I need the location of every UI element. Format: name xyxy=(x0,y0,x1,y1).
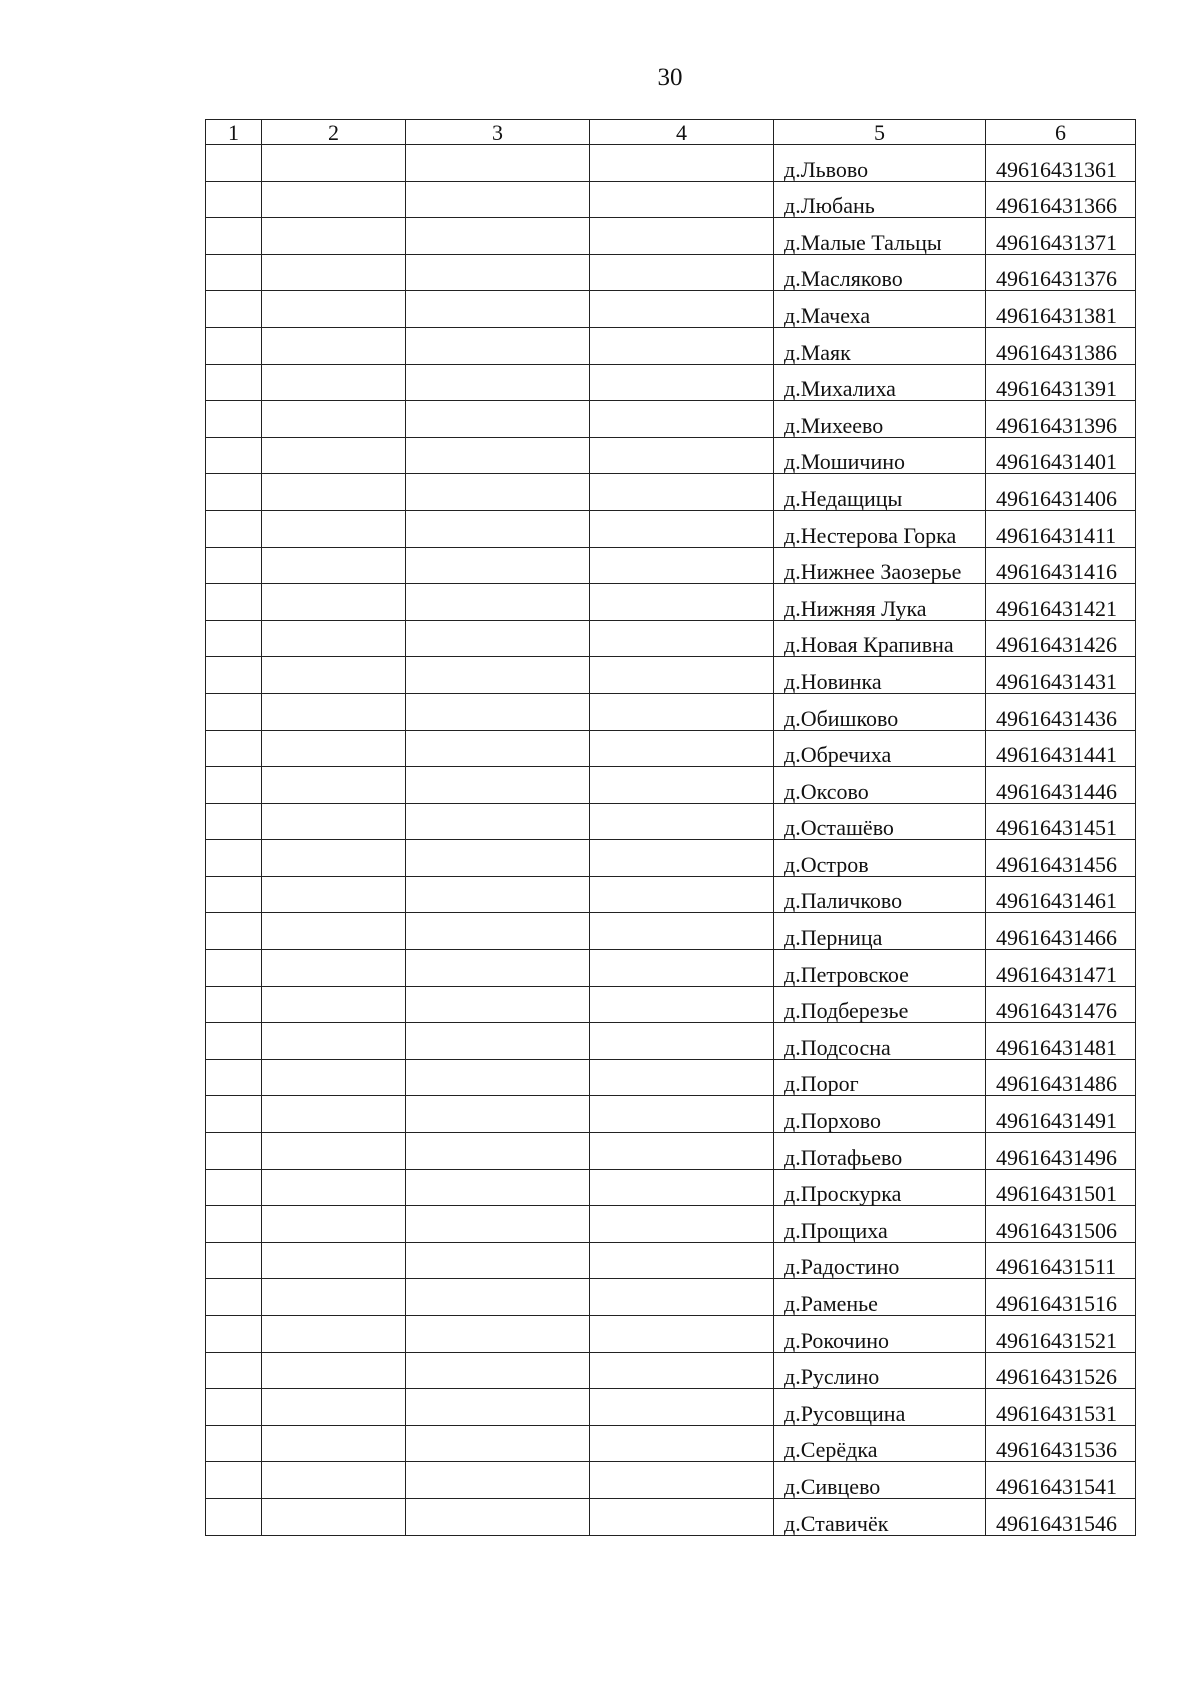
empty-cell-col-1 xyxy=(206,291,262,328)
empty-cell-col-2 xyxy=(262,1242,406,1279)
settlement-name-cell: д.Новая Крапивна xyxy=(774,620,986,657)
table-row xyxy=(206,1059,1136,1096)
table-row xyxy=(206,1133,1136,1170)
empty-cell-col-1 xyxy=(206,1352,262,1389)
table-row xyxy=(206,1169,1136,1206)
empty-cell-col-2 xyxy=(262,291,406,328)
empty-cell-col-4 xyxy=(590,145,774,182)
oktmo-code-cell: 49616431461 xyxy=(986,876,1136,913)
empty-cell-col-1 xyxy=(206,876,262,913)
settlement-name-cell: д.Мачеха xyxy=(774,291,986,328)
empty-cell-col-1 xyxy=(206,657,262,694)
empty-cell-col-4 xyxy=(590,584,774,621)
empty-cell-col-2 xyxy=(262,1352,406,1389)
oktmo-code-cell: 49616431361 xyxy=(986,145,1136,182)
empty-cell-col-3 xyxy=(406,401,590,438)
oktmo-code-cell: 49616431496 xyxy=(986,1133,1136,1170)
empty-cell-col-4 xyxy=(590,474,774,511)
table-row xyxy=(206,218,1136,255)
empty-cell-col-4 xyxy=(590,913,774,950)
settlement-name-cell: д.Оксово xyxy=(774,767,986,804)
empty-cell-col-1 xyxy=(206,767,262,804)
table-row xyxy=(206,1206,1136,1243)
empty-cell-col-1 xyxy=(206,1059,262,1096)
empty-cell-col-3 xyxy=(406,291,590,328)
table-row xyxy=(206,803,1136,840)
empty-cell-col-2 xyxy=(262,218,406,255)
empty-cell-col-4 xyxy=(590,693,774,730)
empty-cell-col-3 xyxy=(406,254,590,291)
table-body xyxy=(206,120,1136,1536)
empty-cell-col-3 xyxy=(406,840,590,877)
table-row xyxy=(206,1023,1136,1060)
empty-cell-col-4 xyxy=(590,950,774,987)
settlement-name-cell: д.Обишково xyxy=(774,693,986,730)
empty-cell-col-1 xyxy=(206,1023,262,1060)
empty-cell-col-4 xyxy=(590,840,774,877)
empty-cell-col-1 xyxy=(206,510,262,547)
settlement-name-cell: д.Новинка xyxy=(774,657,986,694)
empty-cell-col-1 xyxy=(206,1169,262,1206)
empty-cell-col-1 xyxy=(206,1462,262,1499)
empty-cell-col-2 xyxy=(262,181,406,218)
empty-cell-col-2 xyxy=(262,767,406,804)
empty-cell-col-2 xyxy=(262,547,406,584)
empty-cell-col-3 xyxy=(406,657,590,694)
settlement-name-cell: д.Радостино xyxy=(774,1242,986,1279)
settlement-name-cell: д.Прощиха xyxy=(774,1206,986,1243)
empty-cell-col-2 xyxy=(262,401,406,438)
header-col-5: 5 xyxy=(774,120,986,145)
empty-cell-col-2 xyxy=(262,254,406,291)
table-row xyxy=(206,693,1136,730)
empty-cell-col-1 xyxy=(206,803,262,840)
settlement-name-cell: д.Малые Тальцы xyxy=(774,218,986,255)
empty-cell-col-1 xyxy=(206,181,262,218)
empty-cell-col-1 xyxy=(206,401,262,438)
empty-cell-col-4 xyxy=(590,1096,774,1133)
oktmo-code-cell: 49616431541 xyxy=(986,1462,1136,1499)
empty-cell-col-4 xyxy=(590,510,774,547)
empty-cell-col-2 xyxy=(262,1133,406,1170)
empty-cell-col-1 xyxy=(206,1425,262,1462)
oktmo-code-cell: 49616431471 xyxy=(986,950,1136,987)
empty-cell-col-2 xyxy=(262,1059,406,1096)
settlement-name-cell: д.Ставичёк xyxy=(774,1498,986,1535)
table-row xyxy=(206,327,1136,364)
empty-cell-col-4 xyxy=(590,1462,774,1499)
settlement-name-cell: д.Порхово xyxy=(774,1096,986,1133)
empty-cell-col-1 xyxy=(206,1133,262,1170)
empty-cell-col-3 xyxy=(406,913,590,950)
empty-cell-col-2 xyxy=(262,950,406,987)
empty-cell-col-2 xyxy=(262,510,406,547)
oktmo-code-cell: 49616431411 xyxy=(986,510,1136,547)
oktmo-code-cell: 49616431386 xyxy=(986,327,1136,364)
empty-cell-col-2 xyxy=(262,1023,406,1060)
empty-cell-col-3 xyxy=(406,474,590,511)
empty-cell-col-3 xyxy=(406,437,590,474)
table-row xyxy=(206,364,1136,401)
oktmo-code-cell: 49616431441 xyxy=(986,730,1136,767)
settlement-name-cell: д.Обречиха xyxy=(774,730,986,767)
empty-cell-col-4 xyxy=(590,181,774,218)
settlement-name-cell: д.Нижняя Лука xyxy=(774,584,986,621)
settlement-name-cell: д.Серёдка xyxy=(774,1425,986,1462)
empty-cell-col-3 xyxy=(406,547,590,584)
oktmo-code-cell: 49616431516 xyxy=(986,1279,1136,1316)
settlement-name-cell: д.Михеево xyxy=(774,401,986,438)
empty-cell-col-1 xyxy=(206,327,262,364)
empty-cell-col-3 xyxy=(406,693,590,730)
empty-cell-col-4 xyxy=(590,401,774,438)
table-header-row xyxy=(206,120,1136,145)
empty-cell-col-1 xyxy=(206,1096,262,1133)
oktmo-code-cell: 49616431396 xyxy=(986,401,1136,438)
oktmo-code-cell: 49616431381 xyxy=(986,291,1136,328)
oktmo-code-cell: 49616431501 xyxy=(986,1169,1136,1206)
oktmo-code-cell: 49616431391 xyxy=(986,364,1136,401)
oktmo-code-cell: 49616431481 xyxy=(986,1023,1136,1060)
table-row xyxy=(206,1425,1136,1462)
empty-cell-col-1 xyxy=(206,218,262,255)
empty-cell-col-2 xyxy=(262,1169,406,1206)
empty-cell-col-1 xyxy=(206,693,262,730)
table-row xyxy=(206,1316,1136,1353)
empty-cell-col-1 xyxy=(206,1206,262,1243)
empty-cell-col-2 xyxy=(262,840,406,877)
oktmo-code-cell: 49616431451 xyxy=(986,803,1136,840)
settlement-name-cell: д.Маяк xyxy=(774,327,986,364)
oktmo-code-cell: 49616431446 xyxy=(986,767,1136,804)
settlement-name-cell: д.Петровское xyxy=(774,950,986,987)
oktmo-code-cell: 49616431421 xyxy=(986,584,1136,621)
empty-cell-col-2 xyxy=(262,584,406,621)
empty-cell-col-2 xyxy=(262,1206,406,1243)
empty-cell-col-4 xyxy=(590,1242,774,1279)
table-row xyxy=(206,1389,1136,1426)
empty-cell-col-3 xyxy=(406,1169,590,1206)
empty-cell-col-4 xyxy=(590,876,774,913)
settlement-name-cell: д.Подсосна xyxy=(774,1023,986,1060)
empty-cell-col-4 xyxy=(590,1133,774,1170)
empty-cell-col-3 xyxy=(406,950,590,987)
empty-cell-col-3 xyxy=(406,1389,590,1426)
settlement-name-cell: д.Сивцево xyxy=(774,1462,986,1499)
empty-cell-col-2 xyxy=(262,1462,406,1499)
table-row xyxy=(206,986,1136,1023)
settlement-name-cell: д.Остров xyxy=(774,840,986,877)
empty-cell-col-4 xyxy=(590,1425,774,1462)
table-row xyxy=(206,1462,1136,1499)
empty-cell-col-1 xyxy=(206,584,262,621)
empty-cell-col-3 xyxy=(406,510,590,547)
settlement-name-cell: д.Паличково xyxy=(774,876,986,913)
oktmo-code-cell: 49616431431 xyxy=(986,657,1136,694)
oktmo-code-cell: 49616431466 xyxy=(986,913,1136,950)
header-col-1: 1 xyxy=(206,120,262,145)
empty-cell-col-3 xyxy=(406,1023,590,1060)
oktmo-code-cell: 49616431476 xyxy=(986,986,1136,1023)
empty-cell-col-1 xyxy=(206,1316,262,1353)
oktmo-code-cell: 49616431406 xyxy=(986,474,1136,511)
header-col-6: 6 xyxy=(986,120,1136,145)
oktmo-code-cell: 49616431546 xyxy=(986,1498,1136,1535)
empty-cell-col-1 xyxy=(206,145,262,182)
header-col-4: 4 xyxy=(590,120,774,145)
table-row xyxy=(206,1279,1136,1316)
empty-cell-col-3 xyxy=(406,1425,590,1462)
empty-cell-col-4 xyxy=(590,1206,774,1243)
empty-cell-col-3 xyxy=(406,327,590,364)
table-row xyxy=(206,950,1136,987)
oktmo-code-cell: 49616431511 xyxy=(986,1242,1136,1279)
settlement-name-cell: д.Нижнее Заозерье xyxy=(774,547,986,584)
empty-cell-col-2 xyxy=(262,876,406,913)
empty-cell-col-2 xyxy=(262,1096,406,1133)
table-row xyxy=(206,437,1136,474)
empty-cell-col-4 xyxy=(590,327,774,364)
empty-cell-col-4 xyxy=(590,291,774,328)
empty-cell-col-1 xyxy=(206,1279,262,1316)
empty-cell-col-4 xyxy=(590,657,774,694)
settlement-name-cell: д.Мошичино xyxy=(774,437,986,474)
empty-cell-col-1 xyxy=(206,364,262,401)
table-row xyxy=(206,1498,1136,1535)
oktmo-code-cell: 49616431426 xyxy=(986,620,1136,657)
empty-cell-col-4 xyxy=(590,620,774,657)
empty-cell-col-2 xyxy=(262,1279,406,1316)
empty-cell-col-3 xyxy=(406,1316,590,1353)
table-row xyxy=(206,620,1136,657)
empty-cell-col-3 xyxy=(406,1133,590,1170)
oktmo-code-cell: 49616431521 xyxy=(986,1316,1136,1353)
empty-cell-col-2 xyxy=(262,657,406,694)
empty-cell-col-4 xyxy=(590,767,774,804)
empty-cell-col-3 xyxy=(406,767,590,804)
oktmo-code-cell: 49616431486 xyxy=(986,1059,1136,1096)
oktmo-code-cell: 49616431371 xyxy=(986,218,1136,255)
empty-cell-col-4 xyxy=(590,1352,774,1389)
empty-cell-col-3 xyxy=(406,803,590,840)
empty-cell-col-3 xyxy=(406,620,590,657)
settlement-name-cell: д.Масляково xyxy=(774,254,986,291)
table-row xyxy=(206,1352,1136,1389)
empty-cell-col-2 xyxy=(262,1316,406,1353)
oktmo-code-cell: 49616431506 xyxy=(986,1206,1136,1243)
empty-cell-col-4 xyxy=(590,254,774,291)
empty-cell-col-2 xyxy=(262,986,406,1023)
empty-cell-col-3 xyxy=(406,1096,590,1133)
oktmo-code-cell: 49616431531 xyxy=(986,1389,1136,1426)
empty-cell-col-3 xyxy=(406,181,590,218)
page-number: 30 xyxy=(657,64,683,91)
empty-cell-col-4 xyxy=(590,1389,774,1426)
empty-cell-col-4 xyxy=(590,803,774,840)
empty-cell-col-3 xyxy=(406,1279,590,1316)
empty-cell-col-1 xyxy=(206,1389,262,1426)
empty-cell-col-1 xyxy=(206,1498,262,1535)
empty-cell-col-3 xyxy=(406,1059,590,1096)
empty-cell-col-3 xyxy=(406,1206,590,1243)
empty-cell-col-4 xyxy=(590,437,774,474)
table-row xyxy=(206,913,1136,950)
empty-cell-col-1 xyxy=(206,1242,262,1279)
empty-cell-col-3 xyxy=(406,145,590,182)
empty-cell-col-3 xyxy=(406,1498,590,1535)
table-row xyxy=(206,401,1136,438)
empty-cell-col-4 xyxy=(590,218,774,255)
empty-cell-col-3 xyxy=(406,364,590,401)
header-col-3: 3 xyxy=(406,120,590,145)
table-row xyxy=(206,840,1136,877)
settlement-name-cell: д.Недащицы xyxy=(774,474,986,511)
empty-cell-col-3 xyxy=(406,584,590,621)
settlement-name-cell: д.Порог xyxy=(774,1059,986,1096)
empty-cell-col-2 xyxy=(262,620,406,657)
oktmo-code-cell: 49616431401 xyxy=(986,437,1136,474)
table-row xyxy=(206,584,1136,621)
empty-cell-col-2 xyxy=(262,327,406,364)
empty-cell-col-4 xyxy=(590,1169,774,1206)
empty-cell-col-2 xyxy=(262,1425,406,1462)
settlement-name-cell: д.Любань xyxy=(774,181,986,218)
settlement-name-cell: д.Проскурка xyxy=(774,1169,986,1206)
empty-cell-col-2 xyxy=(262,1389,406,1426)
table-row xyxy=(206,657,1136,694)
empty-cell-col-4 xyxy=(590,730,774,767)
empty-cell-col-1 xyxy=(206,950,262,987)
empty-cell-col-1 xyxy=(206,840,262,877)
table-row xyxy=(206,474,1136,511)
oktmo-code-cell: 49616431526 xyxy=(986,1352,1136,1389)
oktmo-code-cell: 49616431376 xyxy=(986,254,1136,291)
empty-cell-col-2 xyxy=(262,693,406,730)
oktmo-code-cell: 49616431456 xyxy=(986,840,1136,877)
empty-cell-col-2 xyxy=(262,1498,406,1535)
empty-cell-col-1 xyxy=(206,474,262,511)
table-row xyxy=(206,767,1136,804)
settlement-name-cell: д.Нестерова Горка xyxy=(774,510,986,547)
empty-cell-col-3 xyxy=(406,218,590,255)
empty-cell-col-4 xyxy=(590,1498,774,1535)
settlement-name-cell: д.Осташёво xyxy=(774,803,986,840)
table-row xyxy=(206,181,1136,218)
settlements-table xyxy=(205,119,1136,1536)
settlement-name-cell: д.Перница xyxy=(774,913,986,950)
empty-cell-col-3 xyxy=(406,876,590,913)
table-row xyxy=(206,291,1136,328)
empty-cell-col-3 xyxy=(406,986,590,1023)
empty-cell-col-1 xyxy=(206,437,262,474)
empty-cell-col-4 xyxy=(590,1059,774,1096)
empty-cell-col-3 xyxy=(406,730,590,767)
empty-cell-col-2 xyxy=(262,364,406,401)
empty-cell-col-4 xyxy=(590,547,774,584)
empty-cell-col-1 xyxy=(206,730,262,767)
table-row xyxy=(206,547,1136,584)
empty-cell-col-2 xyxy=(262,730,406,767)
empty-cell-col-4 xyxy=(590,1023,774,1060)
empty-cell-col-4 xyxy=(590,364,774,401)
oktmo-code-cell: 49616431436 xyxy=(986,693,1136,730)
oktmo-code-cell: 49616431366 xyxy=(986,181,1136,218)
header-col-2: 2 xyxy=(262,120,406,145)
empty-cell-col-1 xyxy=(206,620,262,657)
empty-cell-col-1 xyxy=(206,913,262,950)
empty-cell-col-1 xyxy=(206,254,262,291)
settlement-name-cell: д.Руслино xyxy=(774,1352,986,1389)
settlement-name-cell: д.Рокочино xyxy=(774,1316,986,1353)
oktmo-code-cell: 49616431416 xyxy=(986,547,1136,584)
settlement-name-cell: д.Подберезье xyxy=(774,986,986,1023)
empty-cell-col-3 xyxy=(406,1462,590,1499)
empty-cell-col-4 xyxy=(590,1316,774,1353)
settlement-name-cell: д.Потафьево xyxy=(774,1133,986,1170)
empty-cell-col-2 xyxy=(262,437,406,474)
empty-cell-col-1 xyxy=(206,986,262,1023)
empty-cell-col-1 xyxy=(206,547,262,584)
table-row xyxy=(206,510,1136,547)
empty-cell-col-3 xyxy=(406,1242,590,1279)
table-row xyxy=(206,730,1136,767)
table-row xyxy=(206,876,1136,913)
empty-cell-col-2 xyxy=(262,474,406,511)
empty-cell-col-2 xyxy=(262,803,406,840)
settlement-name-cell: д.Михалиха xyxy=(774,364,986,401)
table-row xyxy=(206,145,1136,182)
empty-cell-col-2 xyxy=(262,913,406,950)
table-row xyxy=(206,254,1136,291)
settlement-name-cell: д.Львово xyxy=(774,145,986,182)
settlement-name-cell: д.Раменье xyxy=(774,1279,986,1316)
oktmo-code-cell: 49616431536 xyxy=(986,1425,1136,1462)
settlement-name-cell: д.Русовщина xyxy=(774,1389,986,1426)
empty-cell-col-2 xyxy=(262,145,406,182)
oktmo-code-cell: 49616431491 xyxy=(986,1096,1136,1133)
empty-cell-col-4 xyxy=(590,1279,774,1316)
empty-cell-col-3 xyxy=(406,1352,590,1389)
table-row xyxy=(206,1242,1136,1279)
empty-cell-col-4 xyxy=(590,986,774,1023)
table-row xyxy=(206,1096,1136,1133)
